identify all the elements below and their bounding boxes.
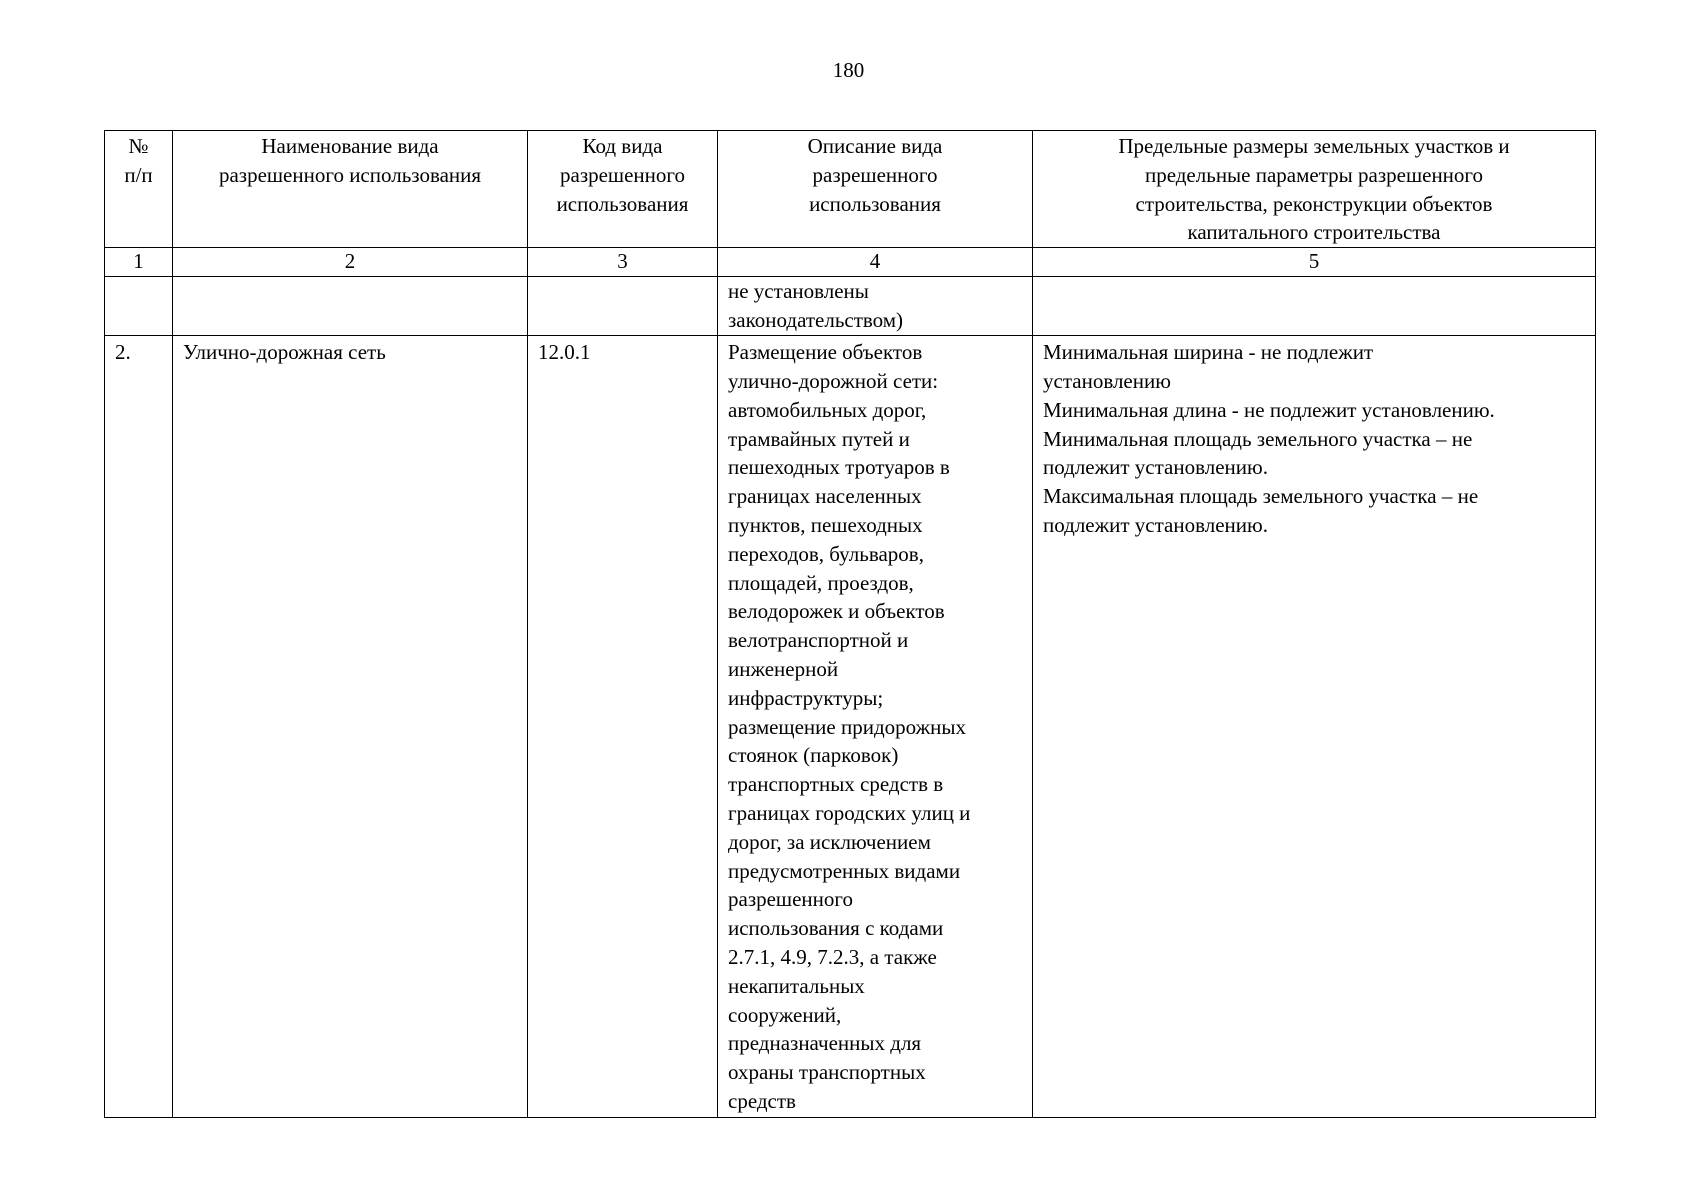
header-use-code: Код вида разрешенного использования bbox=[528, 131, 718, 248]
continued-description-cell: не установлены законодательством) bbox=[718, 277, 1033, 336]
header-use-name: Наименование вида разрешенного использования bbox=[173, 131, 528, 248]
continued-row bbox=[105, 277, 1596, 336]
table-row bbox=[105, 336, 1596, 1118]
table-header-row bbox=[105, 131, 1596, 248]
table-cell bbox=[1033, 277, 1596, 336]
use-name-cell: Улично-дорожная сеть bbox=[173, 336, 528, 1118]
limits-cell: Минимальная ширина - не подлежит установлению Минимальная длина - не подлежит установлению. Минимальная площадь земельного участка – не подлежит установлению. Максимальная площадь земельного участка – не подлежит установлению. bbox=[1033, 336, 1596, 1118]
use-description-cell: Размещение объектов улично-дорожной сети: автомобильных дорог, трамвайных путей и пешеходных тротуаров в границах населенных пунктов, пешеходных переходов, бульваров, площадей, проездов, велодорожек и объектов велотранспортной и инженерной инфраструктуры; размещение придорожных стоянок (парковок) транспортных средств в границах городских улиц и дорог, за исключением предусмотренных видами разрешенного использования с кодами 2.7.1, 4.9, 7.2.3, а также некапитальных сооружений, предназначенных для охраны транспортных средств bbox=[718, 336, 1033, 1118]
table-cell bbox=[105, 277, 173, 336]
table-cell bbox=[173, 277, 528, 336]
column-number-row bbox=[105, 248, 1596, 277]
use-code-cell: 12.0.1 bbox=[528, 336, 718, 1118]
column-number: 5 bbox=[1033, 248, 1596, 277]
column-number: 3 bbox=[528, 248, 718, 277]
header-limits: Предельные размеры земельных участков и предельные параметры разрешенного строительства, реконструкции объектов капитального строительства bbox=[1033, 131, 1596, 248]
table-cell bbox=[528, 277, 718, 336]
column-number: 1 bbox=[105, 248, 173, 277]
column-number: 4 bbox=[718, 248, 1033, 277]
column-number: 2 bbox=[173, 248, 528, 277]
page-number: 180 bbox=[832, 58, 865, 82]
header-use-description: Описание вида разрешенного использования bbox=[718, 131, 1033, 248]
row-number-cell: 2. bbox=[105, 336, 173, 1118]
header-number: № п/п bbox=[105, 131, 173, 248]
land-use-table bbox=[104, 130, 1596, 1118]
